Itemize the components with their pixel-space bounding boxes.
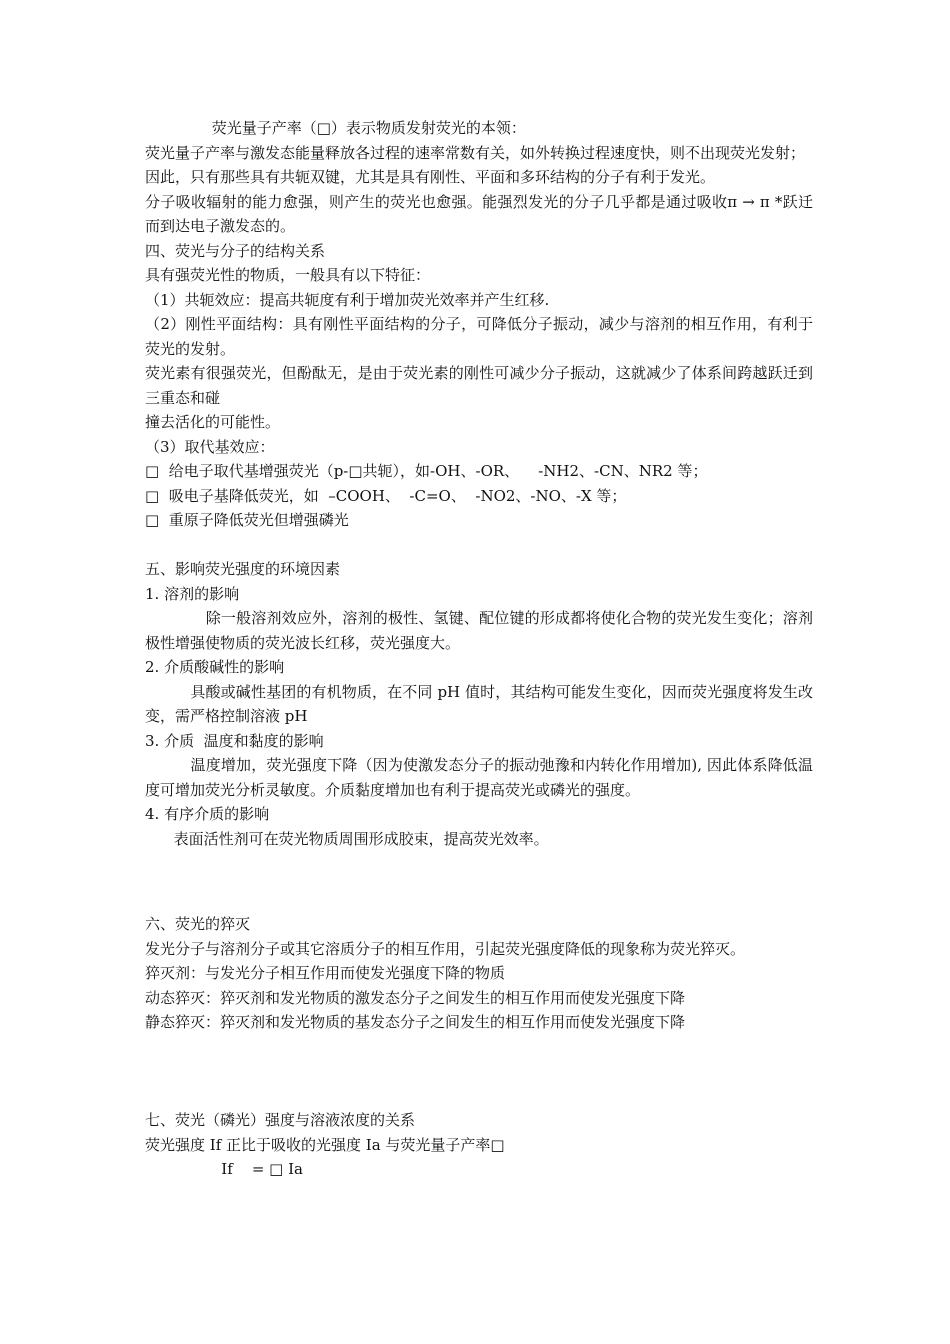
paragraph: 静态猝灭：猝灭剂和发光物质的基发态分子之间发生的相互作用而使发光强度下降 [145,1013,686,1031]
bullet-item: □ 吸电子基降低荧光，如 –COOH、 -C=O、 -NO2、-NO、-X 等； [145,486,627,505]
spacer [145,851,813,912]
section-heading: 六、荧光的猝灭 [145,915,251,933]
spacer [145,533,813,558]
bullet-item: □ 给电子取代基增强荧光（p-□共轭），如-OH、-OR、 -NH2、-CN、NR2 等； [145,462,708,480]
subsection-heading: 2. 介质酸碱性的影响 [145,658,285,676]
paragraph: 荧光量子产率（□）表示物质发射荧光的本领： [145,119,526,137]
paragraph: 具有强荧光性的物质，一般具有以下特征： [145,266,431,284]
document-body [145,116,813,1182]
spacer [145,1035,813,1084]
paragraph: 因此，只有那些具有共轭双键，尤其是具有刚性、平面和多环结构的分子有利于发光。 [145,168,716,186]
list-item: （3）取代基效应： [145,437,275,456]
subsection-heading: 4. 有序介质的影响 [145,805,270,823]
subsection-heading: 1. 溶剂的影响 [145,584,240,603]
subsection-heading: 3. 介质 温度和黏度的影响 [145,731,324,750]
section-heading: 四、荧光与分子的结构关系 [145,241,326,260]
paragraph: 除一般溶剂效应外，溶剂的极性、氢键、配位键的形成都将使化合物的荧光发生变化；溶剂极性增强使物质的荧光波长红移，荧光强度大。 [145,609,813,652]
paragraph: 荧光素有很强荧光，但酚酞无，是由于荧光素的刚性可减少分子振动，这就减少了体系间跨越跃迁到三重态和碰 [145,364,813,407]
spacer [145,1084,813,1109]
paragraph: 荧光强度 If 正比于吸收的光强度 Ia 与荧光量子产率□ [145,1135,505,1154]
paragraph: 发光分子与溶剂分子或其它溶质分子的相互作用，引起荧光强度降低的现象称为荧光猝灭。 [145,939,746,958]
paragraph: 分子吸收辐射的能力愈强，则产生的荧光也愈强。能强烈发光的分子几乎都是通过吸收π → π *跃迁而到达电子激发态的。 [145,192,813,235]
section-heading: 五、影响荧光强度的环境因素 [145,560,341,578]
paragraph: 温度增加，荧光强度下降（因为使激发态分子的振动弛豫和内转化作用增加), 因此体系降低温度可增加荧光分析灵敏度。介质黏度增加也有利于提高荧光或磷光的强度。 [145,756,813,799]
paragraph: 动态猝灭：猝灭剂和发光物质的激发态分子之间发生的相互作用而使发光强度下降 [145,988,686,1007]
list-item: （2）刚性平面结构：具有刚性平面结构的分子，可降低分子振动，减少与溶剂的相互作用，有利于荧光的发射。 [145,315,813,358]
formula: If = □ Ia [145,1160,303,1178]
paragraph: 猝灭剂：与发光分子相互作用而使发光强度下降的物质 [145,964,506,982]
bullet-item: □ 重原子降低荧光但增强磷光 [145,511,349,529]
paragraph: 荧光量子产率与激发态能量释放各过程的速率常数有关，如外转换过程速度快，则不出现荧光发射； [145,143,806,162]
section-heading: 七、荧光（磷光）强度与溶液浓度的关系 [145,1111,416,1129]
list-item: （1）共轭效应：提高共轭度有利于增加荧光效率并产生红移. [145,290,550,309]
paragraph: 具酸或碱性基团的有机物质，在不同 pH 值时，其结构可能发生变化，因而荧光强度将发生改变，需严格控制溶液 pH [145,682,813,725]
paragraph: 表面活性剂可在荧光物质周围形成胶束，提高荧光效率。 [145,829,549,848]
paragraph: 撞去活化的可能性。 [145,413,281,431]
